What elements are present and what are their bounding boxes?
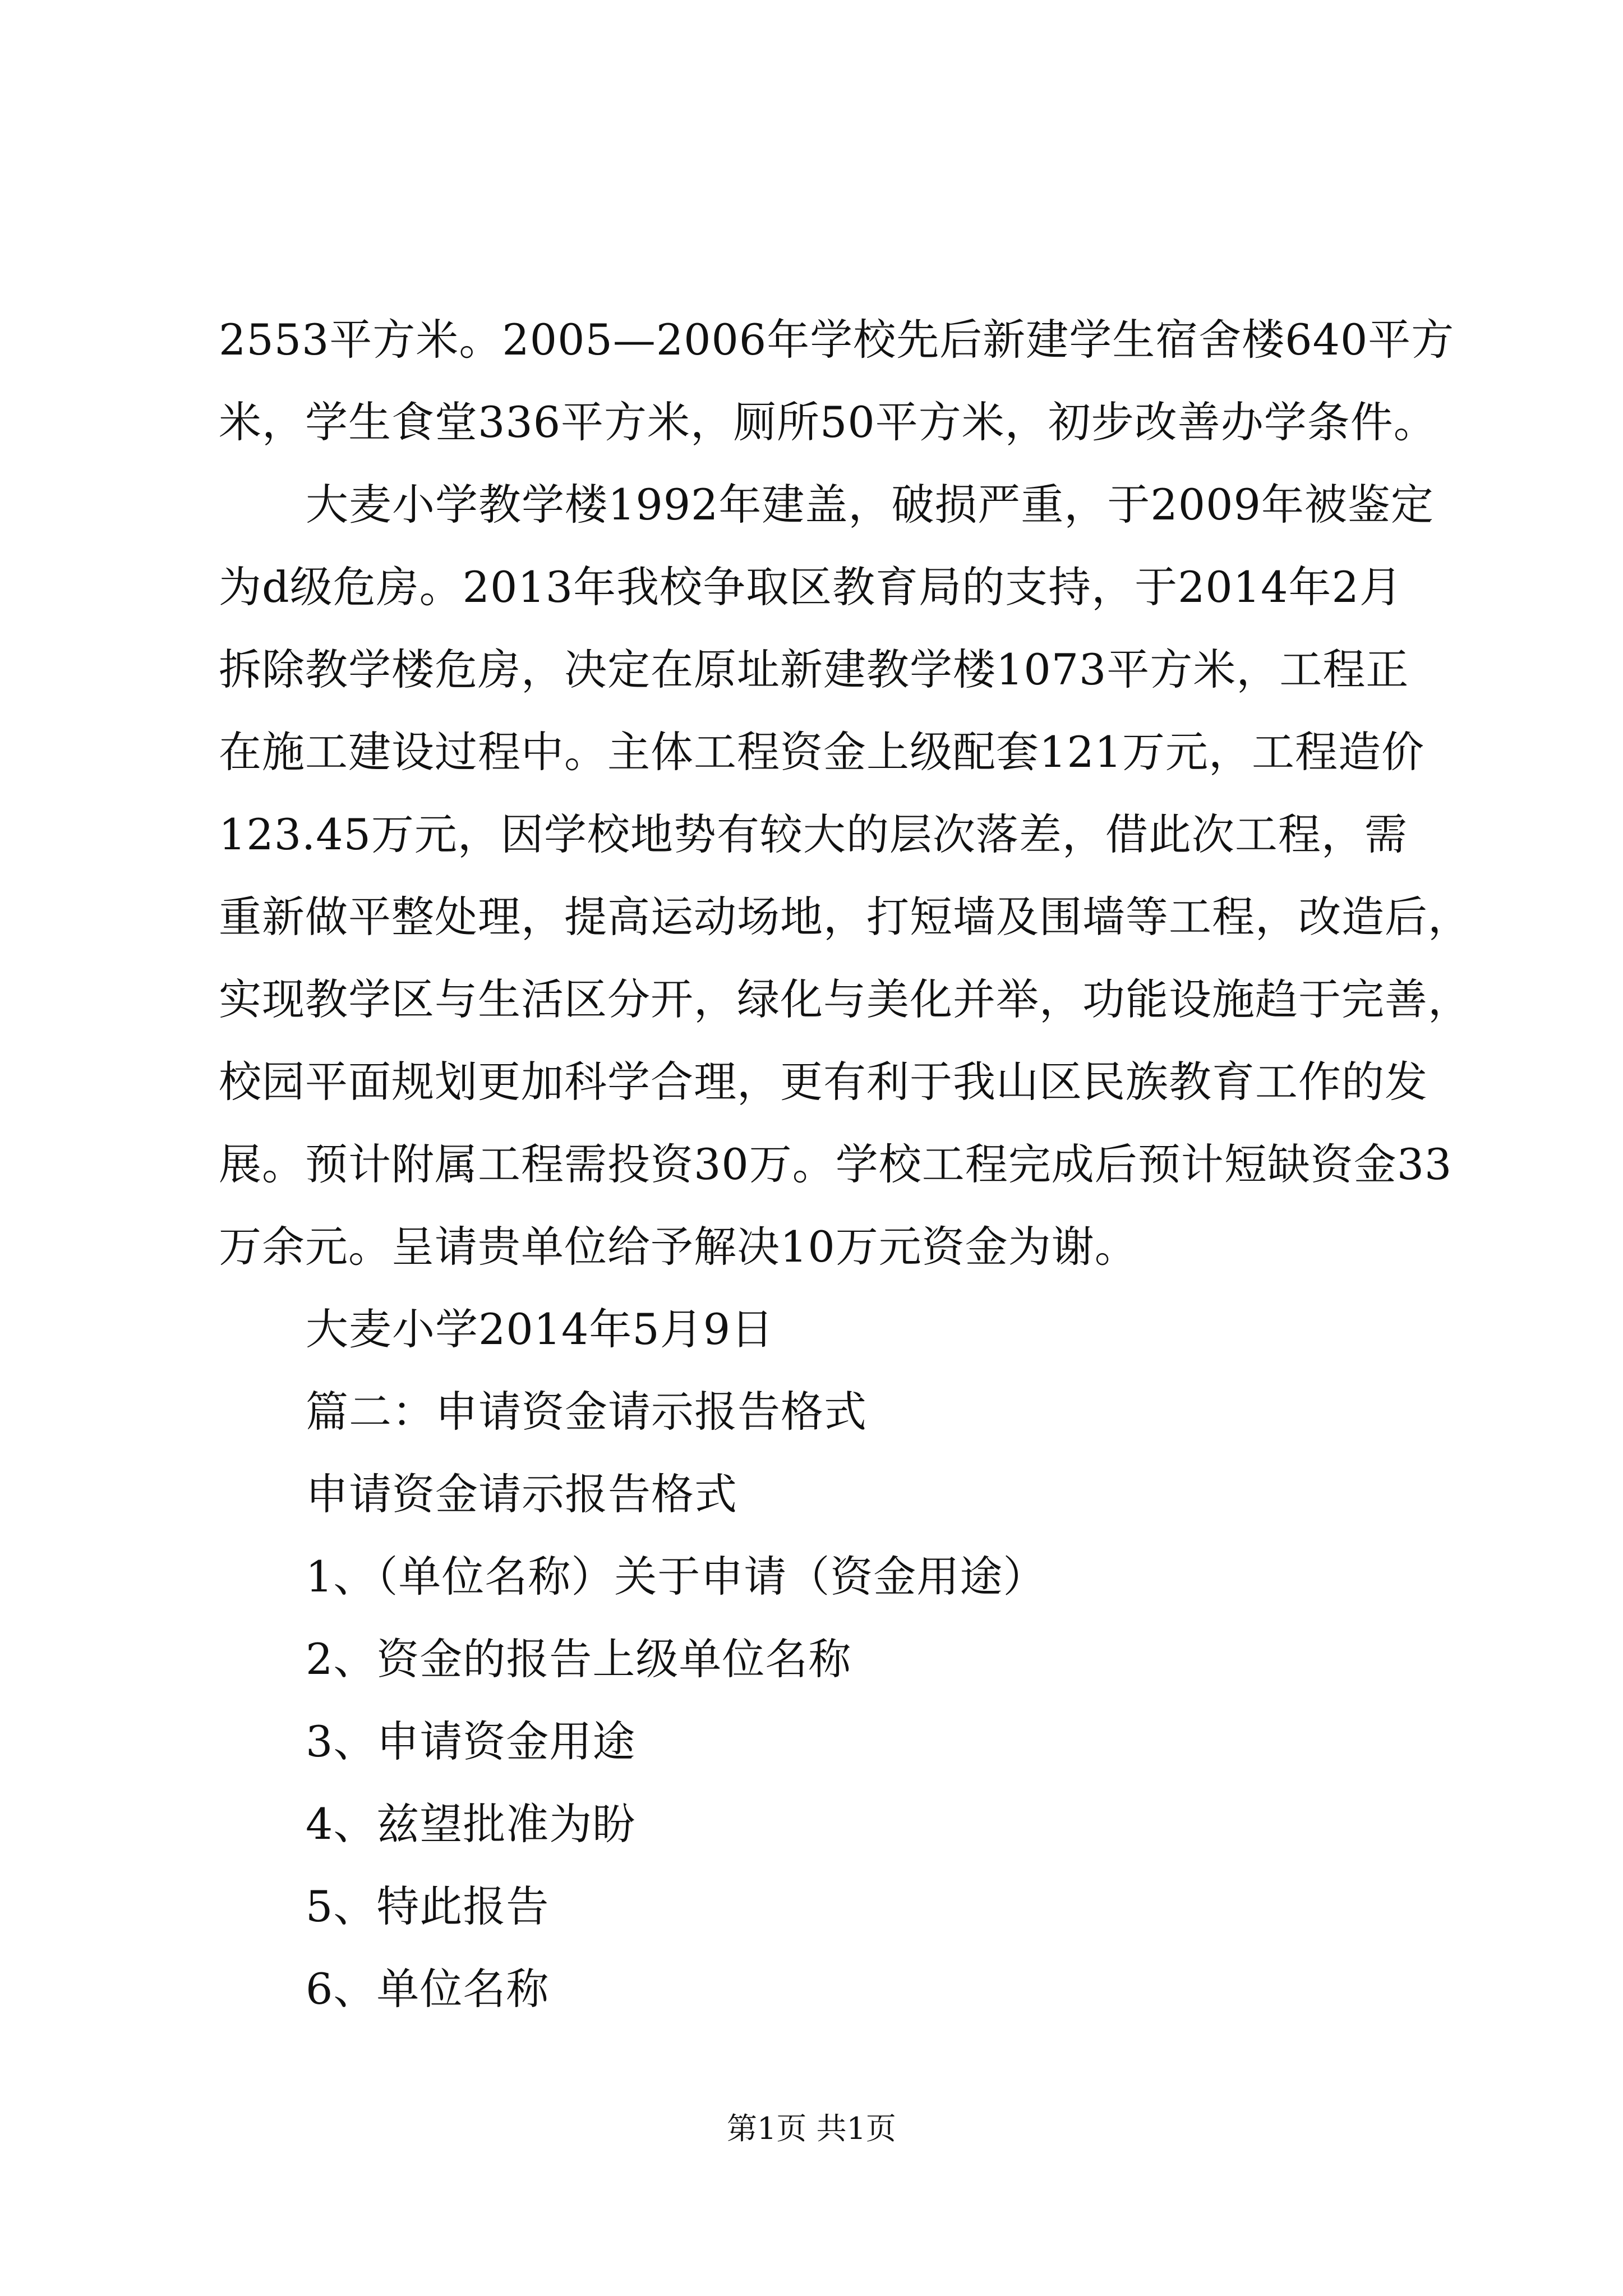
list-item-4: 4、兹望批准为盼	[306, 1799, 636, 1849]
body-line-1: 2553平方米。2005—2006年学校先后新建学生宿舍楼640平方	[219, 315, 1455, 365]
list-item-3: 3、申请资金用途	[306, 1717, 636, 1766]
body-line-11: 展。预计附属工程需投资30万。学校工程完成后预计短缺资金33	[219, 1139, 1453, 1189]
body-line-9: 实现教学区与生活区分开，绿化与美化并举，功能设施趋于完善，	[219, 974, 1471, 1024]
list-item-2: 2、资金的报告上级单位名称	[306, 1634, 852, 1684]
body-line-5: 拆除教学楼危房，决定在原址新建教学楼1073平方米，工程正	[219, 645, 1409, 694]
body-line-6: 在施工建设过程中。主体工程资金上级配套121万元，工程造价	[219, 727, 1425, 777]
body-line-8: 重新做平整处理，提高运动场地，打短墙及围墙等工程，改造后，	[219, 892, 1471, 942]
body-line-10: 校园平面规划更加科学合理，更有利于我山区民族教育工作的发	[219, 1057, 1428, 1107]
body-line-4: 为d级危房。2013年我校争取区教育局的支持，于2014年2月	[219, 562, 1403, 612]
body-line-7: 123.45万元，因学校地势有较大的层次落差，借此次工程，需	[219, 809, 1408, 859]
signature-date-line: 大麦小学2014年5月9日	[306, 1304, 774, 1354]
body-line-3: 大麦小学教学楼1992年建盖，破损严重，于2009年被鉴定	[306, 480, 1434, 530]
body-line-2: 米，学生食堂336平方米，厕所50平方米，初步改善办学条件。	[219, 397, 1437, 447]
page-footer: 第1页 共1页	[727, 2111, 896, 2146]
section-heading: 篇二：申请资金请示报告格式	[306, 1387, 867, 1437]
list-item-1: 1、（单位名称）关于申请（资金用途）	[306, 1552, 1046, 1602]
list-item-6: 6、单位名称	[306, 1964, 550, 2014]
list-item-5: 5、特此报告	[306, 1881, 550, 1931]
subsection-title: 申请资金请示报告格式	[306, 1469, 737, 1519]
body-line-12: 万余元。呈请贵单位给予解决10万元资金为谢。	[219, 1222, 1138, 1272]
